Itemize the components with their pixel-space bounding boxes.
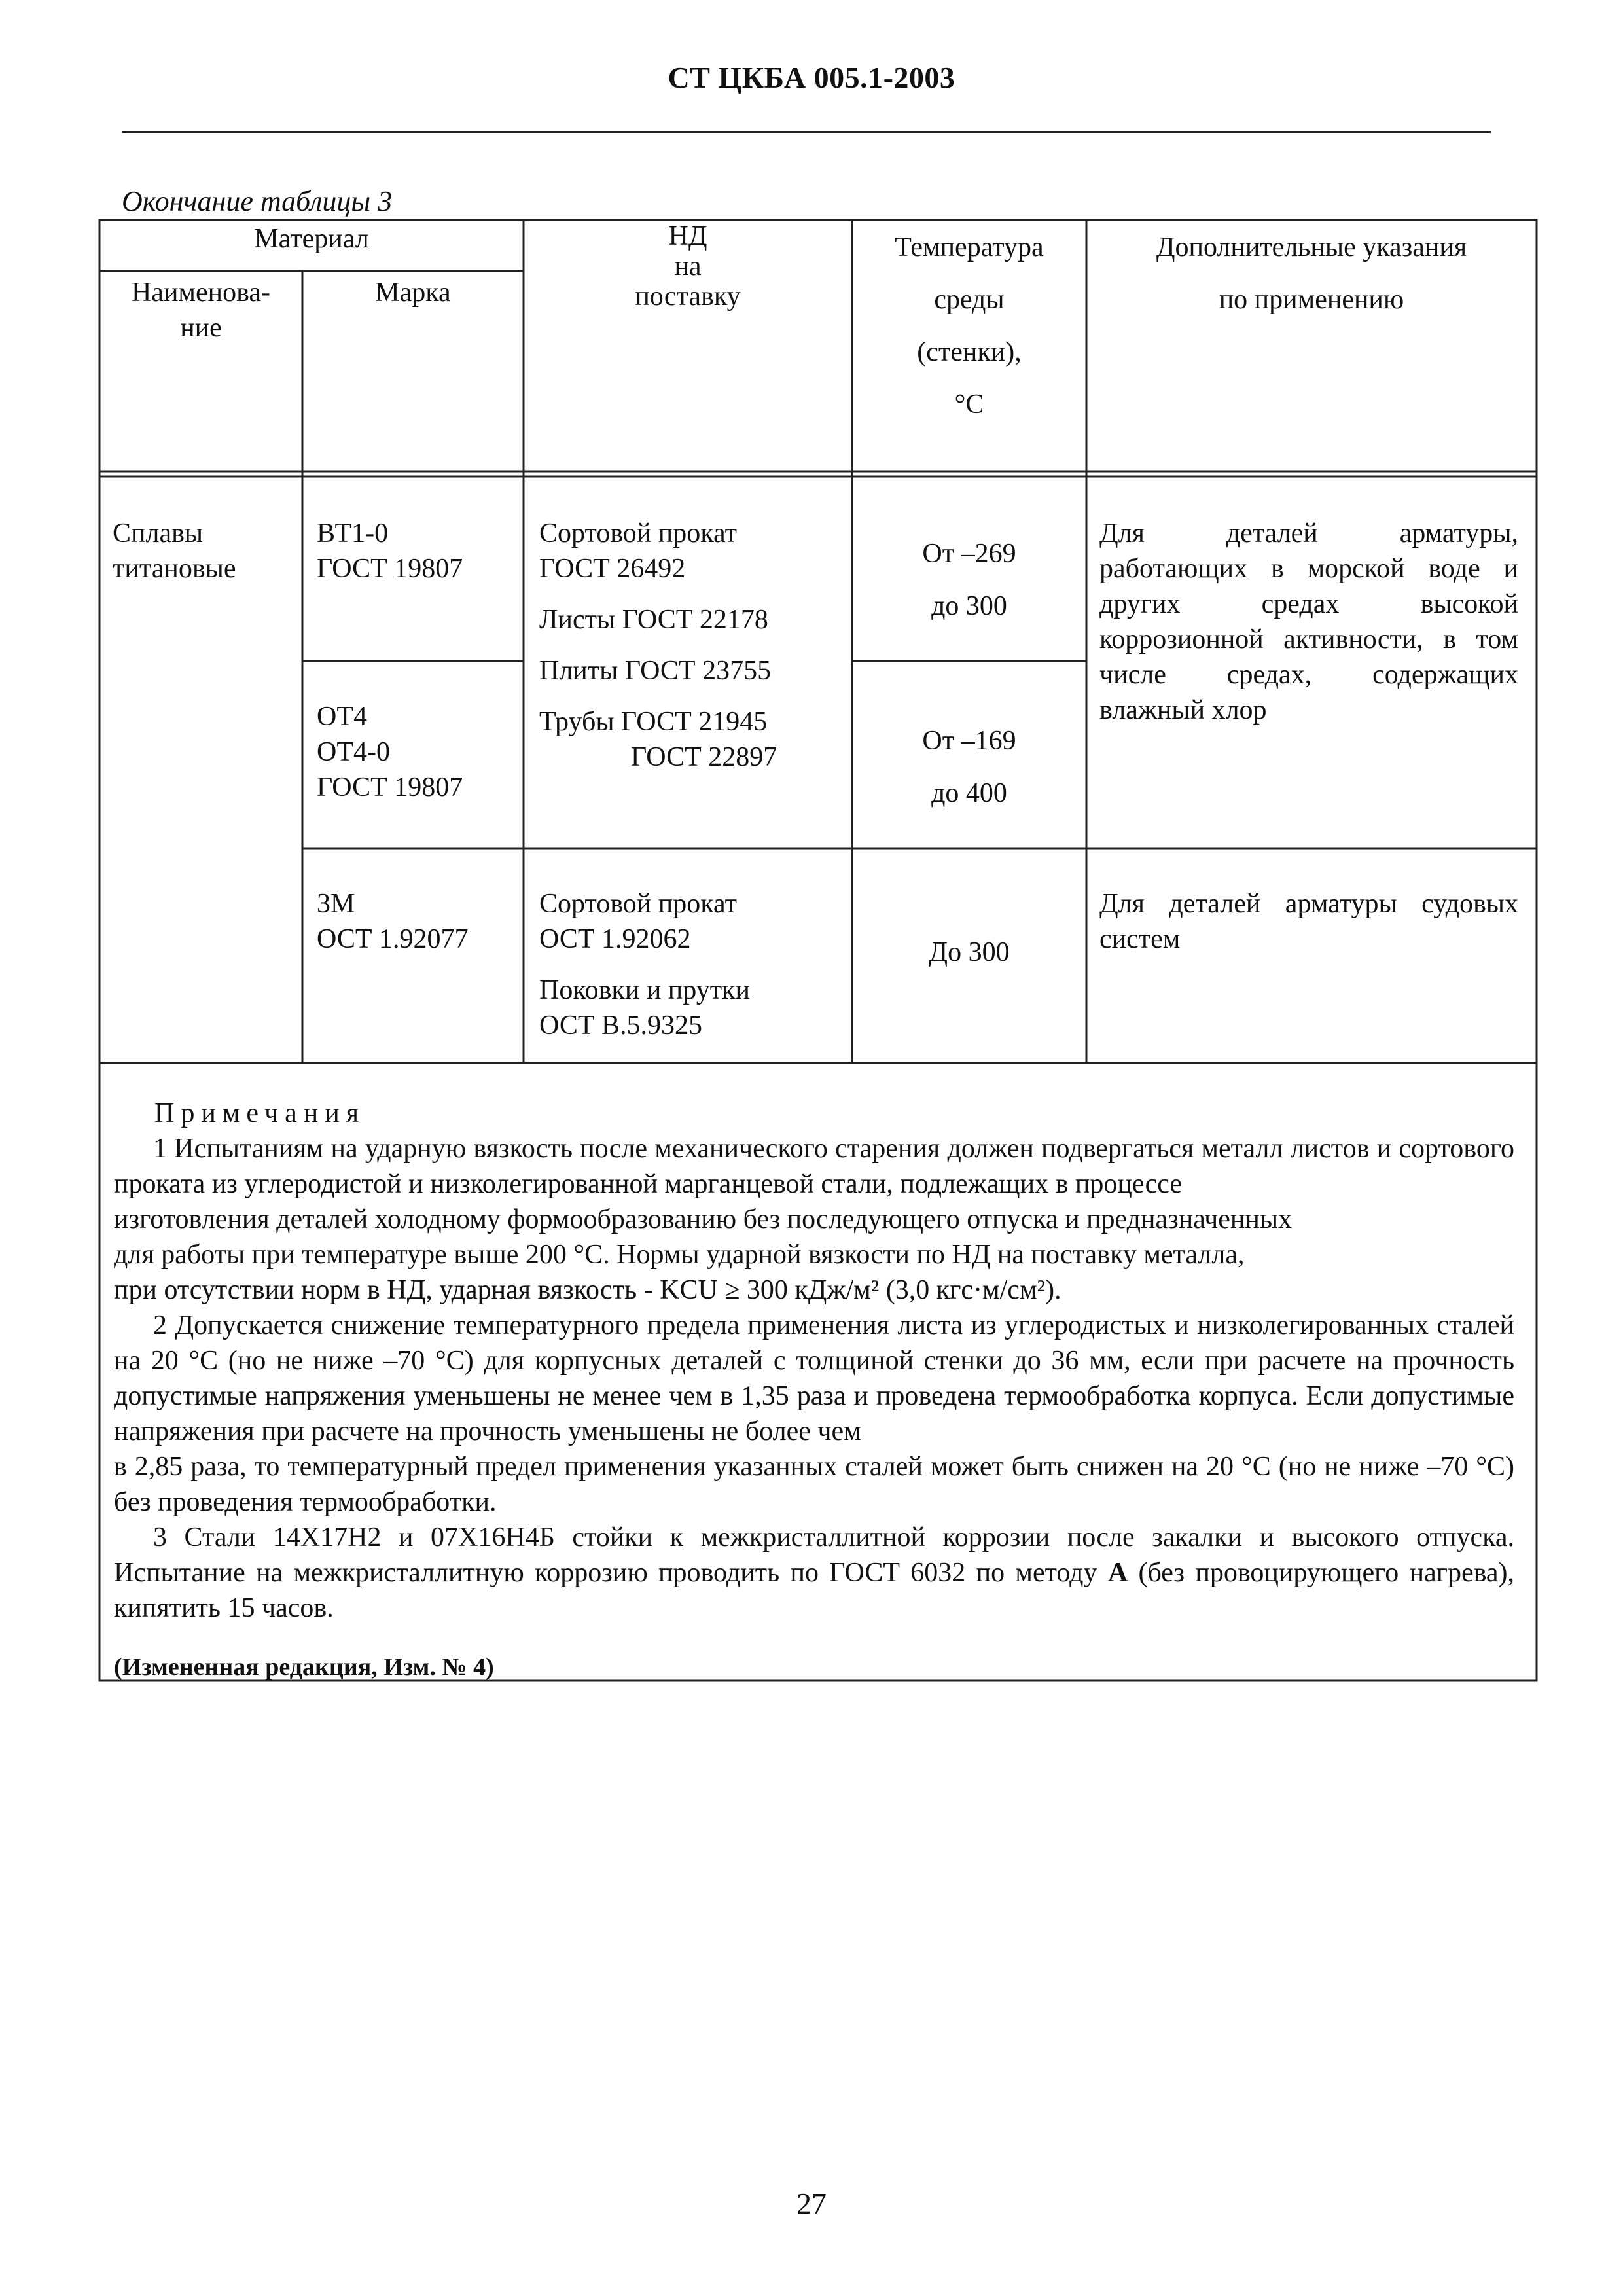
temp-line: От –269 — [922, 539, 1016, 569]
amendment-note: (Измененная редакция, Изм. № 4) — [114, 1653, 494, 1681]
material-name — [113, 516, 296, 586]
col-grade-header: Марка — [375, 278, 451, 308]
note-3-method: А — [1107, 1558, 1128, 1588]
table-caption: Окончание таблицы 3 — [122, 185, 393, 217]
extra-line: Для деталей арматуры, — [1099, 518, 1518, 548]
col-temp-line: °С — [954, 389, 984, 420]
grade-line: ОТ4-0 — [317, 737, 390, 767]
col-extra-line: по применению — [1219, 285, 1404, 315]
extra-line: влажный хлор — [1099, 695, 1267, 725]
grade-line: ГОСТ 19807 — [317, 772, 463, 802]
col-temp-line: среды — [934, 285, 1005, 315]
material-name-line: титановые — [113, 554, 236, 584]
temp-3m: До 300 — [929, 937, 1010, 967]
grade-line: ГОСТ 19807 — [317, 554, 463, 584]
grade-line: ОТ4 — [317, 702, 367, 732]
col-temp-line: Температура — [895, 232, 1044, 262]
nd-line: Сортовой прокат — [539, 518, 737, 548]
note-2-cont: в 2,85 раза, то температурный предел применения указанных сталей может быть снижен на 20 °С (но не ниже –70 °С) без проведения термообработки. — [114, 1452, 1514, 1517]
notes-title: Примечания — [154, 1098, 366, 1128]
temp-line: до 400 — [931, 778, 1007, 808]
extra-titan — [1099, 516, 1518, 728]
nd-line: Плиты ГОСТ 23755 — [539, 656, 772, 686]
note-1-line: при отсутствии норм в НД, ударная вязкость - KCU ≥ 300 кДж/м² (3,0 кгс·м/см²). — [114, 1275, 1061, 1305]
col-name-line: ние — [180, 313, 222, 343]
nd-line: ГОСТ 26492 — [539, 554, 686, 584]
col-nd-line: НД — [668, 221, 707, 251]
notes-block — [114, 1096, 1514, 1685]
col-name-header — [99, 275, 302, 346]
temp-ot4 — [852, 715, 1086, 819]
extra-line: работающих в морской воде и — [1099, 554, 1518, 584]
grade-line: 3М — [317, 889, 355, 919]
col-extra-header — [1086, 221, 1537, 326]
grade-ot4 — [317, 699, 513, 805]
col-temp-line: (стенки), — [917, 337, 1022, 367]
note-1-line: для работы при температуре выше 200 °С. Нормы ударной вязкости по НД на поставку металла, — [114, 1240, 1245, 1270]
col-name-line: Наименова- — [131, 278, 271, 308]
nd-line: Поковки и прутки — [539, 975, 750, 1005]
nd-line: Трубы ГОСТ 21945 — [539, 707, 768, 737]
nd-titan — [539, 516, 840, 775]
note-2-para: 2 Допускается снижение температурного предела применения листа из углеродистых и низколегированных сталей на 20 °С (но не ниже –70 °С) для корпусных деталей с толщиной стенки до 36 мм, если при расчете на прочность допустимые напряжения уменьшены не менее чем в 1,35 раза и проведена термообработка корпуса. Если допустимые напряжения при расчете на прочность уменьшены не более чем — [114, 1310, 1514, 1446]
nd-line: Сортовой прокат — [539, 889, 737, 919]
page-number: 27 — [796, 2187, 827, 2220]
note-3-para — [114, 1520, 1514, 1626]
col-temp-header — [852, 221, 1086, 431]
col-nd-line: на — [674, 251, 702, 281]
nd-line: ГОСТ 22897 — [631, 742, 777, 772]
material-name-line: Сплавы — [113, 518, 204, 548]
col-extra-line: Дополнительные указания — [1156, 232, 1467, 262]
note-1-line: изготовления деталей холодному формообразованию без последующего отпуска и предназначенных — [114, 1204, 1293, 1234]
col-nd-header — [524, 221, 852, 312]
note-3-text: 3 Стали 14Х17Н2 и 07Х16Н4Б стойки к межкристаллитной коррозии после закалки и высокого отпуска. Испытание на межкристаллитную коррозию проводить по ГОСТ 6032 по методу — [114, 1522, 1514, 1588]
extra-3m — [1099, 886, 1518, 957]
extra-line: других средах высокой — [1099, 589, 1518, 619]
grade-3m — [317, 886, 513, 957]
extra-line: коррозионной активности, в том — [1099, 624, 1518, 655]
nd-line: Листы ГОСТ 22178 — [539, 605, 768, 635]
nd-line: ОСТ В.5.9325 — [539, 1011, 703, 1041]
grade-vt1 — [317, 516, 513, 586]
col-material-header: Материал — [254, 224, 369, 254]
document-code: СТ ЦКБА 005.1-2003 — [668, 61, 955, 94]
note-1-para: 1 Испытаниям на ударную вязкость после механического старения должен подвергаться металл листов и сортового проката из углеродистой и низколегированной марганцевой стали, подлежащих в процессе — [114, 1134, 1514, 1199]
extra-line: Для деталей арматуры судовых — [1099, 889, 1518, 919]
grade-line: ВТ1-0 — [317, 518, 389, 548]
col-nd-line: поставку — [635, 281, 741, 312]
nd-line: ОСТ 1.92062 — [539, 924, 691, 954]
extra-line: систем — [1099, 924, 1181, 954]
temp-vt1 — [852, 528, 1086, 632]
extra-line: числе средах, содержащих — [1099, 660, 1518, 690]
temp-line: От –169 — [922, 726, 1016, 756]
note-3-tail: (без провоцирующего нагрева), кипятить 15 часов. — [114, 1558, 1514, 1623]
temp-line: до 300 — [931, 591, 1007, 621]
grade-line: ОСТ 1.92077 — [317, 924, 469, 954]
nd-3m — [539, 886, 840, 1043]
